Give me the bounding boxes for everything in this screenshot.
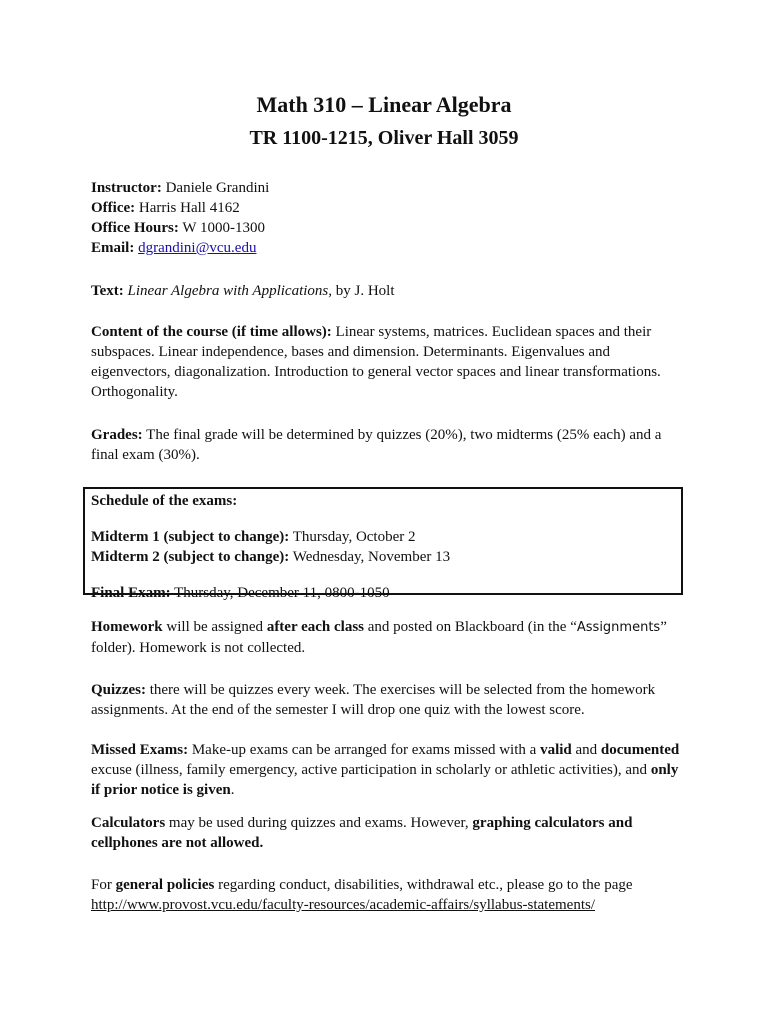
homework-emphasis: after each class	[266, 619, 365, 635]
midterm2-date: Wednesday, November 13	[292, 549, 451, 565]
calculators-section	[91, 813, 691, 853]
office-hours-value: W 1000-1300	[182, 220, 266, 236]
missed-exams-emphasis: documented	[600, 742, 680, 758]
office-hours-line	[91, 218, 691, 238]
text-label: Text:	[91, 283, 124, 299]
final-exam-label: Final Exam:	[91, 585, 171, 601]
assignments-folder-name: Assignments	[576, 620, 661, 635]
instructor-name: Daniele Grandini	[165, 180, 270, 196]
instructor-label: Instructor:	[91, 180, 162, 196]
course-title: Math 310 – Linear Algebra	[256, 92, 512, 117]
office-value: Harris Hall 4162	[138, 200, 240, 216]
course-content-section	[91, 322, 691, 402]
syllabus-statements-link[interactable]: http://www.provost.vcu.edu/faculty-resources/academic-affairs/syllabus-statements/	[91, 897, 596, 913]
exam-schedule-heading: Schedule of the exams:	[91, 493, 238, 509]
final-exam-date: Thursday, December 11, 0800-1050	[174, 585, 390, 601]
office-hours-label: Office Hours:	[91, 220, 179, 236]
grades-section	[91, 425, 691, 465]
quizzes-section	[91, 680, 691, 720]
general-policies-section	[91, 875, 691, 915]
calculators-label: Calculators	[91, 815, 166, 831]
office-line	[91, 198, 691, 218]
grades-label: Grades:	[91, 427, 143, 443]
missed-exams-text: Make-up exams can be arranged for exams missed with a	[191, 742, 537, 758]
homework-text: ” folder). Homework is not collected.	[91, 619, 667, 656]
email-label: Email:	[91, 240, 135, 256]
midterm2-line	[91, 547, 675, 567]
content-label: Content of the course (if time allows):	[91, 324, 332, 340]
email-link[interactable]: dgrandini@vcu.edu	[138, 240, 257, 256]
homework-section	[91, 617, 691, 658]
missed-exams-emphasis: only if prior notice is given	[91, 762, 679, 798]
calculators-text: may be used during quizzes and exams. However,	[168, 815, 469, 831]
missed-exams-label: Missed Exams:	[91, 742, 189, 758]
policies-text: regarding conduct, disabilities, withdrawal etc., please go to the page	[218, 877, 633, 893]
grades-body: The final grade will be determined by quizzes (20%), two midterms (25% each) and a final exam (30%).	[91, 427, 662, 463]
instructor-info	[91, 178, 691, 258]
textbook-section	[91, 281, 691, 301]
missed-exams-emphasis: valid	[540, 742, 572, 758]
course-schedule: TR 1100-1215, Oliver Hall 3059	[249, 127, 519, 149]
midterm1-date: Thursday, October 2	[292, 529, 416, 545]
quizzes-label: Quizzes:	[91, 682, 146, 698]
missed-exams-text: and	[575, 742, 598, 758]
instructor-line	[91, 178, 691, 198]
homework-text: and posted on Blackboard (in the “	[367, 619, 577, 635]
policies-text: For	[91, 877, 112, 893]
missed-exams-text: .	[230, 782, 235, 798]
missed-exams-text: excuse (illness, family emergency, active participation in scholarly or athletic activities), and	[91, 762, 648, 778]
policies-emphasis: general policies	[115, 877, 215, 893]
calculators-emphasis: graphing calculators and cellphones are not allowed.	[91, 815, 633, 851]
exam-schedule-box	[83, 487, 683, 601]
midterm1-line	[91, 527, 675, 547]
email-line	[91, 238, 691, 258]
quizzes-body: there will be quizzes every week. The exercises will be selected from the homework assignments. At the end of the semester I will drop one quiz with the lowest score.	[91, 682, 656, 718]
textbook-author: by J. Holt	[335, 283, 395, 299]
missed-exams-section	[91, 740, 691, 800]
office-label: Office:	[91, 200, 136, 216]
content-body: Linear systems, matrices. Euclidean spaces and their subspaces. Linear independence, bases and dimension. Determinants. Eigenvalues and eigenvectors, diagonalization. Introduction to general vector spaces and linear transformations. Orthogonality.	[91, 324, 661, 400]
homework-label: Homework	[91, 619, 163, 635]
textbook-title: Linear Algebra with Applications,	[127, 283, 332, 299]
homework-text: will be assigned	[166, 619, 264, 635]
midterm1-label: Midterm 1 (subject to change):	[91, 529, 290, 545]
midterm2-label: Midterm 2 (subject to change):	[91, 549, 290, 565]
final-exam-line	[91, 583, 675, 603]
